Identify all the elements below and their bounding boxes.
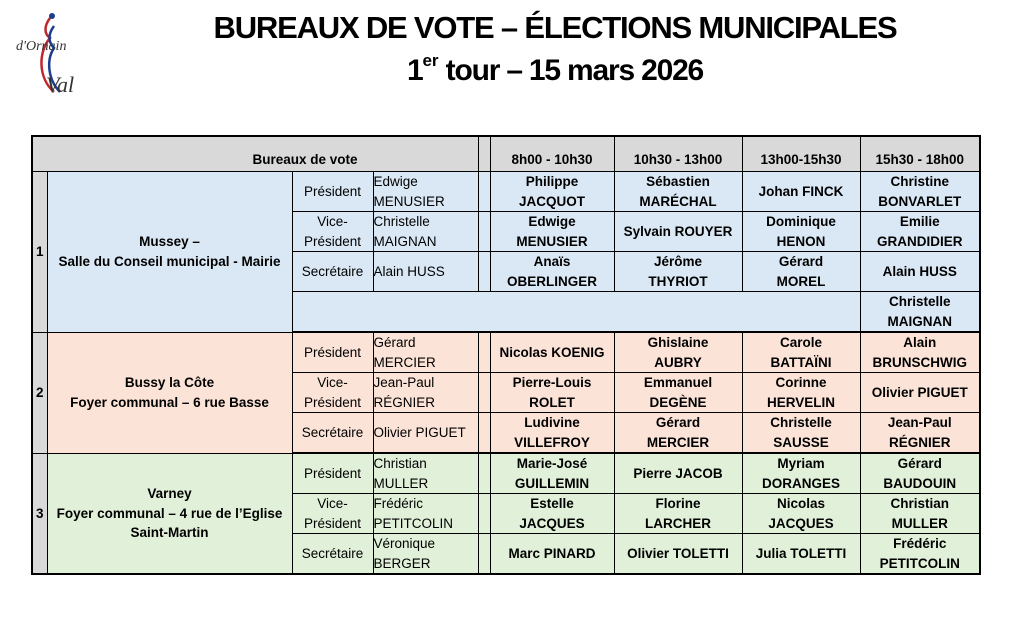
header-sep bbox=[478, 136, 490, 172]
bureau-location: Varney Foyer communal – 4 rue de l’Eglise Saint-Martin bbox=[47, 453, 292, 574]
header-slot: 8h00 - 10h30 bbox=[490, 136, 614, 172]
role-cell: Vice- Président bbox=[292, 212, 373, 252]
role-cell: Secrétaire bbox=[292, 252, 373, 292]
separator-cell bbox=[478, 413, 490, 454]
slot-cell: Gérard MOREL bbox=[742, 252, 860, 292]
bureau-number: 1 bbox=[32, 172, 47, 333]
slot-cell: Pierre JACOB bbox=[614, 453, 742, 494]
val-dornain-logo bbox=[8, 8, 118, 98]
svg-text:Val: Val bbox=[46, 72, 75, 97]
slot-cell: Alain BRUNSCHWIG bbox=[860, 332, 980, 373]
page-subtitle: 1er tour – 15 mars 2026 bbox=[406, 51, 704, 87]
role-cell: Vice- Président bbox=[292, 494, 373, 534]
page-title: BUREAUX DE VOTE – ÉLECTIONS MUNICIPALES bbox=[213, 10, 897, 45]
separator-cell bbox=[478, 332, 490, 373]
extra-slot-cell: Christelle MAIGNAN bbox=[860, 292, 980, 333]
slot-cell: Carole BATTAÏNI bbox=[742, 332, 860, 373]
svg-text:d'Ornain: d'Ornain bbox=[16, 39, 67, 54]
slot-cell: Anaïs OBERLINGER bbox=[490, 252, 614, 292]
bureau-location: Bussy la Côte Foyer communal – 6 rue Basse bbox=[47, 332, 292, 453]
slot-cell: Marie-José GUILLEMIN bbox=[490, 453, 614, 494]
slot-cell: Gérard BAUDOUIN bbox=[860, 453, 980, 494]
slot-cell: Johan FINCK bbox=[742, 172, 860, 212]
bureau-number: 2 bbox=[32, 332, 47, 453]
polling-stations-table bbox=[31, 135, 981, 575]
slot-cell: Jean-Paul RÉGNIER bbox=[860, 413, 980, 454]
bureau-number: 3 bbox=[32, 453, 47, 574]
assigned-name: Véronique BERGER bbox=[373, 534, 478, 575]
slot-cell: Corinne HERVELIN bbox=[742, 373, 860, 413]
slot-cell: Edwige MENUSIER bbox=[490, 212, 614, 252]
header-slot: 13h00-15h30 bbox=[742, 136, 860, 172]
slot-cell: Nicolas KOENIG bbox=[490, 332, 614, 373]
header-slot: 15h30 - 18h00 bbox=[860, 136, 980, 172]
separator-cell bbox=[478, 453, 490, 494]
assigned-name: Edwige MENUSIER bbox=[373, 172, 478, 212]
slot-cell: Ludivine VILLEFROY bbox=[490, 413, 614, 454]
slot-cell: Frédéric PETITCOLIN bbox=[860, 534, 980, 575]
slot-cell: Marc PINARD bbox=[490, 534, 614, 575]
slot-cell: Christelle SAUSSE bbox=[742, 413, 860, 454]
assigned-name: Alain HUSS bbox=[373, 252, 478, 292]
assigned-name: Jean-Paul RÉGNIER bbox=[373, 373, 478, 413]
separator-cell bbox=[478, 172, 490, 212]
slot-cell: Julia TOLETTI bbox=[742, 534, 860, 575]
slot-cell: Olivier TOLETTI bbox=[614, 534, 742, 575]
header-label: Bureaux de vote bbox=[32, 136, 478, 172]
header-slot: 10h30 - 13h00 bbox=[614, 136, 742, 172]
slot-cell: Pierre-Louis ROLET bbox=[490, 373, 614, 413]
bureau-location: Mussey – Salle du Conseil municipal - Mairie bbox=[47, 172, 292, 333]
slot-cell: Emilie GRANDIDIER bbox=[860, 212, 980, 252]
slot-cell: Olivier PIGUET bbox=[860, 373, 980, 413]
slot-cell: Nicolas JACQUES bbox=[742, 494, 860, 534]
separator-cell bbox=[478, 373, 490, 413]
slot-cell: Estelle JACQUES bbox=[490, 494, 614, 534]
slot-cell: Sébastien MARÉCHAL bbox=[614, 172, 742, 212]
role-cell: Président bbox=[292, 332, 373, 373]
role-cell: Vice- Président bbox=[292, 373, 373, 413]
empty-span-cell bbox=[292, 292, 860, 333]
slot-cell: Emmanuel DEGÈNE bbox=[614, 373, 742, 413]
assigned-name: Gérard MERCIER bbox=[373, 332, 478, 373]
slot-cell: Alain HUSS bbox=[860, 252, 980, 292]
table-row bbox=[32, 453, 980, 494]
slot-cell: Dominique HENON bbox=[742, 212, 860, 252]
role-cell: Président bbox=[292, 172, 373, 212]
role-cell: Président bbox=[292, 453, 373, 494]
slot-cell: Christine BONVARLET bbox=[860, 172, 980, 212]
assigned-name: Christelle MAIGNAN bbox=[373, 212, 478, 252]
assigned-name: Olivier PIGUET bbox=[373, 413, 478, 454]
table-row bbox=[32, 332, 980, 373]
role-cell: Secrétaire bbox=[292, 413, 373, 454]
slot-cell: Myriam DORANGES bbox=[742, 453, 860, 494]
table-row bbox=[32, 172, 980, 212]
slot-cell: Philippe JACQUOT bbox=[490, 172, 614, 212]
slot-cell: Jérôme THYRIOT bbox=[614, 252, 742, 292]
slot-cell: Christian MULLER bbox=[860, 494, 980, 534]
slot-cell: Sylvain ROUYER bbox=[614, 212, 742, 252]
slot-cell: Gérard MERCIER bbox=[614, 413, 742, 454]
role-cell: Secrétaire bbox=[292, 534, 373, 575]
slot-cell: Florine LARCHER bbox=[614, 494, 742, 534]
separator-cell bbox=[478, 534, 490, 575]
assigned-name: Frédéric PETITCOLIN bbox=[373, 494, 478, 534]
separator-cell bbox=[478, 252, 490, 292]
separator-cell bbox=[478, 212, 490, 252]
slot-cell: Ghislaine AUBRY bbox=[614, 332, 742, 373]
table-header-row bbox=[32, 136, 980, 172]
separator-cell bbox=[478, 494, 490, 534]
assigned-name: Christian MULLER bbox=[373, 453, 478, 494]
